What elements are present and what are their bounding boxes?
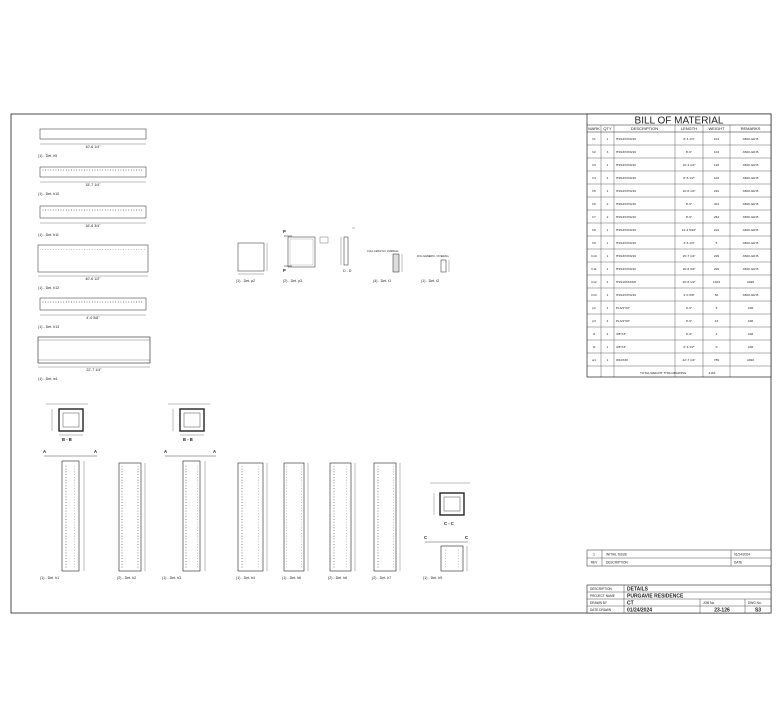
bom-cell: p2: [592, 306, 596, 311]
bom-cell: HSS3X3X3/16: [616, 293, 636, 298]
revision-row-description: INITIAL ISSUE: [606, 552, 628, 557]
revision-row-rev: 1: [593, 552, 595, 557]
bom-cell: 8'-6": [685, 202, 693, 207]
detail-section-d: [341, 228, 355, 273]
bom-cell: 10'-6 1/4": [682, 189, 696, 194]
bom-cell: h12: [591, 280, 597, 285]
bom-cell: 4: [715, 332, 718, 337]
title-project-value: PURGAVIE RESIDENCE: [627, 593, 684, 600]
detail-h6-label: (1) - Det. h6: [282, 576, 302, 580]
bom-cell: h8: [592, 228, 596, 233]
detail-p2-label: (1) - Det. p2: [236, 279, 256, 283]
bom-cell: PL3/4"X6": [616, 306, 631, 311]
bom-cell: A500-GR.B: [742, 293, 759, 298]
section-b-right-label: B - B: [183, 437, 193, 442]
bom-title: BILL OF MATERIAL: [634, 115, 724, 127]
bom-cell: 229: [713, 254, 720, 259]
revision-row-date: 01/24/2024: [734, 552, 750, 557]
revision-header-description: DESCRIPTION: [606, 560, 628, 565]
bom-cell: 3'-5 1/4": [683, 241, 695, 246]
bom-header-qty: QTY: [603, 126, 612, 131]
detail-w1: [38, 337, 150, 381]
detail-h3: [162, 449, 216, 580]
bom-cell: HSS3X3X3/16: [616, 150, 636, 155]
bom-cell: HSS10X6X3/8: [616, 280, 636, 285]
title-block: [587, 585, 771, 614]
section-b-left-label: B - B: [62, 437, 72, 442]
detail-h3-label: (1) - Det. h3: [162, 576, 182, 580]
detail-h7-label: (2) - Det. h7: [372, 576, 392, 580]
bom-cell: HSS3X3X3/16: [616, 254, 636, 259]
detail-w1-label: (1) - Det. w1: [38, 377, 58, 381]
bom-cell: PL3/4"X6": [616, 319, 631, 324]
title-dwg-value: S3: [754, 607, 762, 614]
bom-cell: A500-GR.B: [742, 267, 759, 272]
detail-section-d-label: D - D: [343, 269, 352, 273]
bom-cell: 50: [714, 293, 719, 298]
detail-t1: [367, 249, 402, 283]
bom-cell: A500-GR.B: [742, 150, 759, 155]
bom-cell: h7: [592, 215, 596, 220]
bom-cell: 8'-5 1/2": [683, 176, 695, 181]
bom-cell: 8'-6": [685, 150, 693, 155]
detail-p3-marker-bottom: P: [283, 268, 286, 273]
bom-cell: t1: [592, 332, 596, 337]
detail-h5: [38, 129, 146, 158]
detail-t2: [417, 254, 450, 283]
bom-cell: HSS3X3X3/16: [616, 176, 636, 181]
detail-h7: [372, 463, 400, 580]
bom-cell: 0'-6": [685, 306, 693, 311]
bom-cell: 10'-1 1/4": [682, 163, 696, 168]
bom-cell: HSS3X3X3/16: [616, 137, 636, 142]
bom-cell: 1: [606, 293, 609, 298]
bom-cell: h2: [592, 150, 596, 155]
bom-cell: 222: [713, 189, 720, 194]
bom-cell: HSS3X3X3/16: [616, 228, 636, 233]
title-drawn-value: CT: [627, 600, 634, 607]
title-job-value: 23-126: [714, 607, 730, 614]
bom-cell: 0'-6": [685, 319, 693, 324]
detail-h10: [38, 167, 146, 196]
detail-h2: [117, 463, 145, 580]
detail-h1-label: (1) - Det. h1: [40, 576, 60, 580]
bom-cell: A500-GR.B: [742, 202, 759, 207]
detail-h5-dim: 10'-6 1/4": [85, 145, 101, 149]
bom-cell: t2: [592, 345, 596, 350]
bom-cell: w1: [592, 358, 596, 363]
detail-h3-marker-right: A: [213, 449, 217, 454]
title-job-label: JOB No.: [703, 601, 716, 605]
detail-h5-label: (1) - Det. h5: [38, 154, 58, 158]
detail-h2-label: (2) - Det. h2: [117, 576, 137, 580]
bom-cell: 1: [606, 228, 609, 233]
bom-cell: HSS3X3X3/16: [616, 189, 636, 194]
detail-h3-marker-left: A: [164, 449, 168, 454]
bom-cell: 0'-1 1/2": [683, 345, 695, 350]
bom-cell: 401: [713, 202, 720, 207]
bom-cell: 1: [606, 267, 609, 272]
bom-cell: 101: [713, 137, 720, 142]
bom-cell: 3/8"X3": [616, 332, 627, 337]
bom-cell: 0'-4": [685, 332, 693, 337]
detail-t1-note: FULL LENGTH / OVERALL: [367, 250, 399, 253]
bom-cell: A500-GR.B: [742, 254, 759, 259]
detail-t2-label: (1) - Det. t2: [421, 279, 440, 283]
title-description-label: DESCRIPTION: [590, 587, 612, 591]
section-c-label: C - C: [444, 521, 454, 526]
section-c: [430, 483, 470, 526]
bom-cell: 102: [713, 176, 720, 181]
bom-cell: h13: [591, 293, 597, 298]
bom-cell: 1: [606, 345, 609, 350]
bom-cell: 789: [713, 358, 720, 363]
detail-p2: [236, 243, 267, 283]
bom-cell: 16'-6 3/4": [682, 267, 696, 272]
bom-cell: HSS3X3X3/16: [616, 163, 636, 168]
bom-cell: 40'-6 1/2": [682, 280, 696, 285]
bom-cell: A500-GR.B: [742, 215, 759, 220]
bom-cell: A36: [747, 306, 754, 311]
detail-h11: [38, 206, 146, 237]
bom-cell: 1: [606, 254, 609, 259]
bill-of-material: [587, 114, 771, 377]
bom-cell: 11'-4 5/16": [681, 228, 697, 233]
bom-cell: A36: [747, 319, 754, 324]
bom-cell: 222: [713, 228, 720, 233]
title-description-value: DETAILS: [627, 586, 649, 593]
detail-h4-label: (1) - Det. h4: [236, 576, 256, 580]
detail-t1-label: (4) - Det. t1: [373, 279, 392, 283]
bom-cell: 1403: [713, 280, 720, 285]
detail-h10-label: (1) - Det. h10: [38, 192, 60, 196]
detail-h1-marker-right: A: [94, 449, 98, 454]
bom-cell: h11: [591, 267, 597, 272]
revision-header-rev: REV: [590, 560, 598, 565]
bom-cell: A500-GR.B: [742, 189, 759, 194]
bom-cell: 2: [606, 202, 609, 207]
detail-h9-marker-right: C: [465, 535, 469, 540]
bom-cell: 4: [606, 319, 609, 324]
bom-cell: 126: [713, 163, 720, 168]
detail-t2-note: FOG GENERIC / OVERALL: [416, 255, 450, 258]
title-drawn-label: DRAWN BY: [590, 601, 608, 605]
title-date-label: DATE DRAWN: [590, 608, 612, 612]
bom-cell: 5: [715, 241, 718, 246]
bom-cell: 8'-6": [685, 215, 693, 220]
bom-cell: A36: [747, 345, 754, 350]
bom-header-description: DESCRIPTION: [630, 126, 659, 131]
bom-cell: A992: [746, 358, 755, 363]
bom-cell: h3: [592, 163, 596, 168]
bom-cell: 5: [715, 306, 718, 311]
bom-cell: 3: [606, 150, 609, 155]
bom-cell: h1: [592, 137, 596, 142]
bom-cell: HSS3X3X3/16: [616, 267, 636, 272]
section-b-left: [46, 404, 88, 442]
bom-cell: 22'-7 1/4": [682, 358, 696, 363]
bom-cell: h5: [592, 189, 596, 194]
detail-h12-dim: 40'-6 1/2": [85, 277, 101, 281]
bom-cell: HSS3X3X3/16: [616, 241, 636, 246]
detail-h4: [236, 463, 267, 580]
bom-cell: 0: [715, 345, 718, 350]
bom-cell: 264: [713, 215, 720, 220]
bom-cell: h9: [592, 241, 596, 246]
bom-cell: 8'-4 1/4": [683, 137, 695, 142]
title-date-value: 01/24/2024: [627, 607, 653, 614]
revision-header-date: DATE: [734, 560, 743, 565]
detail-h1: [40, 449, 97, 580]
bom-cell: 1: [606, 241, 609, 246]
bom-cell: A500-GR.B: [742, 176, 759, 181]
detail-h1-marker-left: A: [43, 449, 47, 454]
bom-cell: 104: [713, 150, 720, 155]
bom-total-value: 4164: [708, 371, 716, 375]
bom-cell: 13: [714, 319, 719, 324]
bom-cell: 200: [713, 267, 720, 272]
revision-block: [587, 550, 771, 566]
bom-cell: HSS3X3X3/16: [616, 215, 636, 220]
bom-cell: 1: [606, 176, 609, 181]
bom-header-length: LENGTH: [680, 126, 698, 131]
bom-cell: A992: [746, 280, 755, 285]
detail-h9: [423, 535, 468, 580]
bom-cell: 1: [606, 163, 609, 168]
detail-h13: [38, 298, 146, 329]
title-project-label: PROJECT NAME: [590, 594, 615, 598]
bom-cell: 1: [606, 306, 609, 311]
detail-h13-dim: 4'-0 5/8": [86, 316, 100, 320]
bom-header-weight: WEIGHT: [708, 126, 725, 131]
bom-cell: A500-GR.B: [742, 137, 759, 142]
detail-h9-label: (1) - Det. h9: [423, 576, 443, 580]
bom-cell: p3: [592, 319, 596, 324]
title-dwg-label: DWG No.: [748, 601, 762, 605]
detail-h12-label: (1) - Det. h12: [38, 286, 60, 290]
bom-cell: 4: [606, 332, 609, 337]
bom-cell: W10X30: [616, 358, 628, 363]
detail-h6-b: [328, 463, 355, 580]
bom-cell: A500-GR.B: [742, 228, 759, 233]
detail-h11-label: (1) - Det. h11: [38, 233, 59, 237]
bom-cell: 1: [606, 137, 609, 142]
bom-cell: h4: [592, 176, 596, 181]
bom-cell: 15'-7 1/4": [682, 254, 696, 259]
bom-cell: HSS3X3X3/16: [616, 202, 636, 207]
bom-cell: A500-GR.B: [742, 163, 759, 168]
bom-cell: 1: [606, 358, 609, 363]
detail-h9-marker-left: C: [424, 535, 428, 540]
detail-h12: [38, 245, 148, 290]
bom-total-label: TOTAL WEIGHT THIS DRAWING: [640, 371, 687, 375]
detail-p3-label: (2) - Det. p3: [283, 279, 303, 283]
bom-cell: 4'-0 5/8": [683, 293, 695, 298]
bom-cell: 1: [606, 280, 609, 285]
detail-p3-marker-top: P: [283, 229, 286, 234]
detail-w1-dim: 22'-7 1/4": [86, 368, 102, 372]
bom-cell: h10: [591, 254, 597, 259]
section-b-right: [168, 404, 210, 442]
bom-header-mark: MARK: [588, 126, 600, 131]
bom-cell: h6: [592, 202, 596, 207]
detail-h10-dim: 15'-7 1/4": [85, 183, 101, 187]
detail-h6-b-label: (2) - Det. h6: [328, 576, 348, 580]
bom-cell: A36: [747, 332, 754, 337]
detail-p3: [283, 229, 328, 283]
detail-h13-label: (1) - Det. h13: [38, 325, 60, 329]
bom-cell: A500-GR.B: [742, 241, 759, 246]
detail-h6: [282, 463, 308, 580]
bom-header-remarks: REMARKS: [740, 126, 761, 131]
detail-h11-dim: 16'-6 3/4": [85, 224, 101, 228]
bom-cell: 1: [606, 189, 609, 194]
bom-cell: 3/8"X3": [616, 345, 627, 350]
bom-cell: 2: [606, 215, 609, 220]
